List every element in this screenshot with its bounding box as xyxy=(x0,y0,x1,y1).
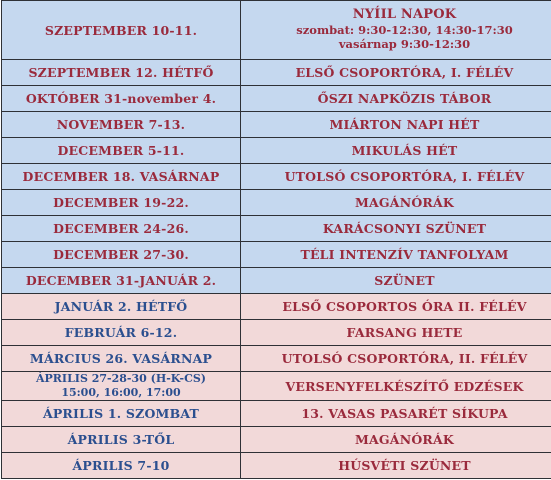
event-text: ŐSZI NAPKÖZIS TÁBOR xyxy=(317,91,492,107)
event-text: UTOLSÓ CSOPORTÓRA, II. FÉLÉV xyxy=(281,351,528,367)
date-cell xyxy=(2,60,241,86)
event-text: VERSENYFELKÉSZÍTŐ EDZÉSEK xyxy=(285,378,524,394)
table-row xyxy=(2,268,551,294)
event-text: FARSANG HETE xyxy=(346,325,463,341)
date-cell xyxy=(2,320,241,346)
date-text: SZEPTEMBER 10-11. xyxy=(44,22,198,38)
table-row xyxy=(2,138,551,164)
date-text: MÁRCIUS 26. VASÁRNAP xyxy=(29,351,213,367)
event-cell xyxy=(241,320,551,346)
date-cell xyxy=(2,400,241,426)
table-row xyxy=(2,112,551,138)
date-cell xyxy=(2,164,241,190)
table-row xyxy=(2,190,551,216)
event-cell xyxy=(241,268,551,294)
event-cell xyxy=(241,216,551,242)
table-row xyxy=(2,86,551,112)
date-text: DECEMBER 31-JANUÁR 2. xyxy=(25,273,217,289)
date-cell xyxy=(2,452,241,478)
event-cell xyxy=(241,190,551,216)
event-text: SZÜNET xyxy=(374,273,435,289)
date-text: DECEMBER 5-11. xyxy=(57,143,185,159)
event-cell xyxy=(241,294,551,320)
event-text: TÉLI INTENZÍV TANFOLYAM xyxy=(300,247,509,263)
date-cell xyxy=(2,268,241,294)
table-row xyxy=(2,426,551,452)
date-cell xyxy=(2,216,241,242)
table-row xyxy=(2,164,551,190)
event-text: ELSŐ CSOPORTÓRA, I. FÉLÉV xyxy=(295,65,514,81)
table-row xyxy=(2,294,551,320)
date-cell xyxy=(2,138,241,164)
event-cell xyxy=(241,112,551,138)
date-text: DECEMBER 19-22. xyxy=(53,195,189,211)
event-text: HÚSVÉTI SZÜNET xyxy=(338,457,471,473)
table-row xyxy=(2,400,551,426)
table-row xyxy=(2,1,551,60)
date-cell xyxy=(2,242,241,268)
date-text: NOVEMBER 7-13. xyxy=(56,117,186,133)
table-row xyxy=(2,346,551,372)
schedule-table xyxy=(1,0,551,479)
event-detail-line: szombat: 9:30-12:30, 14:30-17:30 xyxy=(296,22,513,37)
date-text: OKTÓBER 31-november 4. xyxy=(25,91,217,107)
date-cell xyxy=(2,294,241,320)
event-text: 13. VASAS PASARÉT SÍKUPA xyxy=(301,405,508,421)
event-cell xyxy=(241,400,551,426)
event-cell xyxy=(241,86,551,112)
event-cell xyxy=(241,1,551,60)
event-text: MAGÁNÓRÁK xyxy=(355,195,454,211)
table-row xyxy=(2,372,551,401)
event-text: KARÁCSONYI SZÜNET xyxy=(322,221,487,237)
event-cell xyxy=(241,164,551,190)
event-cell xyxy=(241,242,551,268)
event-cell xyxy=(241,426,551,452)
date-cell xyxy=(2,112,241,138)
event-text: NYÍIL NAPOK xyxy=(352,6,457,22)
event-cell xyxy=(241,372,551,401)
event-text: MIKULÁS HÉT xyxy=(351,143,458,159)
table-row xyxy=(2,60,551,86)
event-cell xyxy=(241,346,551,372)
event-text: UTOLSÓ CSOPORTÓRA, I. FÉLÉV xyxy=(284,169,525,185)
event-text: MAGÁNÓRÁK xyxy=(355,431,454,447)
event-text: ELSŐ CSOPORTOS ÓRA II. FÉLÉV xyxy=(282,299,527,315)
event-cell xyxy=(241,60,551,86)
table-row xyxy=(2,452,551,478)
date-cell xyxy=(2,372,241,401)
date-text: SZEPTEMBER 12. HÉTFŐ xyxy=(28,65,214,81)
date-text: FEBRUÁR 6-12. xyxy=(64,325,178,341)
date-text: DECEMBER 24-26. xyxy=(53,221,189,237)
date-cell xyxy=(2,86,241,112)
date-cell xyxy=(2,426,241,452)
date-text: ÁPRILIS 1. SZOMBAT xyxy=(42,405,200,421)
date-text: ÁPRILIS 27-28-30 (H-K-CS) xyxy=(35,372,207,385)
event-cell xyxy=(241,452,551,478)
table-row xyxy=(2,320,551,346)
date-cell xyxy=(2,346,241,372)
table-row xyxy=(2,216,551,242)
event-detail-line: vasárnap 9:30-12:30 xyxy=(338,37,471,52)
date-cell xyxy=(2,1,241,60)
date-cell xyxy=(2,190,241,216)
date-text: ÁPRILIS 7-10 xyxy=(72,457,170,473)
date-text: DECEMBER 27-30. xyxy=(53,247,189,263)
date-text: ÁPRILIS 3-TŐL xyxy=(67,431,175,447)
date-text: DECEMBER 18. VASÁRNAP xyxy=(22,169,220,185)
table-row xyxy=(2,242,551,268)
event-text: MIÁRTON NAPI HÉT xyxy=(329,117,480,133)
date-text: JANUÁR 2. HÉTFŐ xyxy=(54,299,188,315)
date-detail-line: 15:00, 16:00, 17:00 xyxy=(61,385,181,399)
event-cell xyxy=(241,138,551,164)
